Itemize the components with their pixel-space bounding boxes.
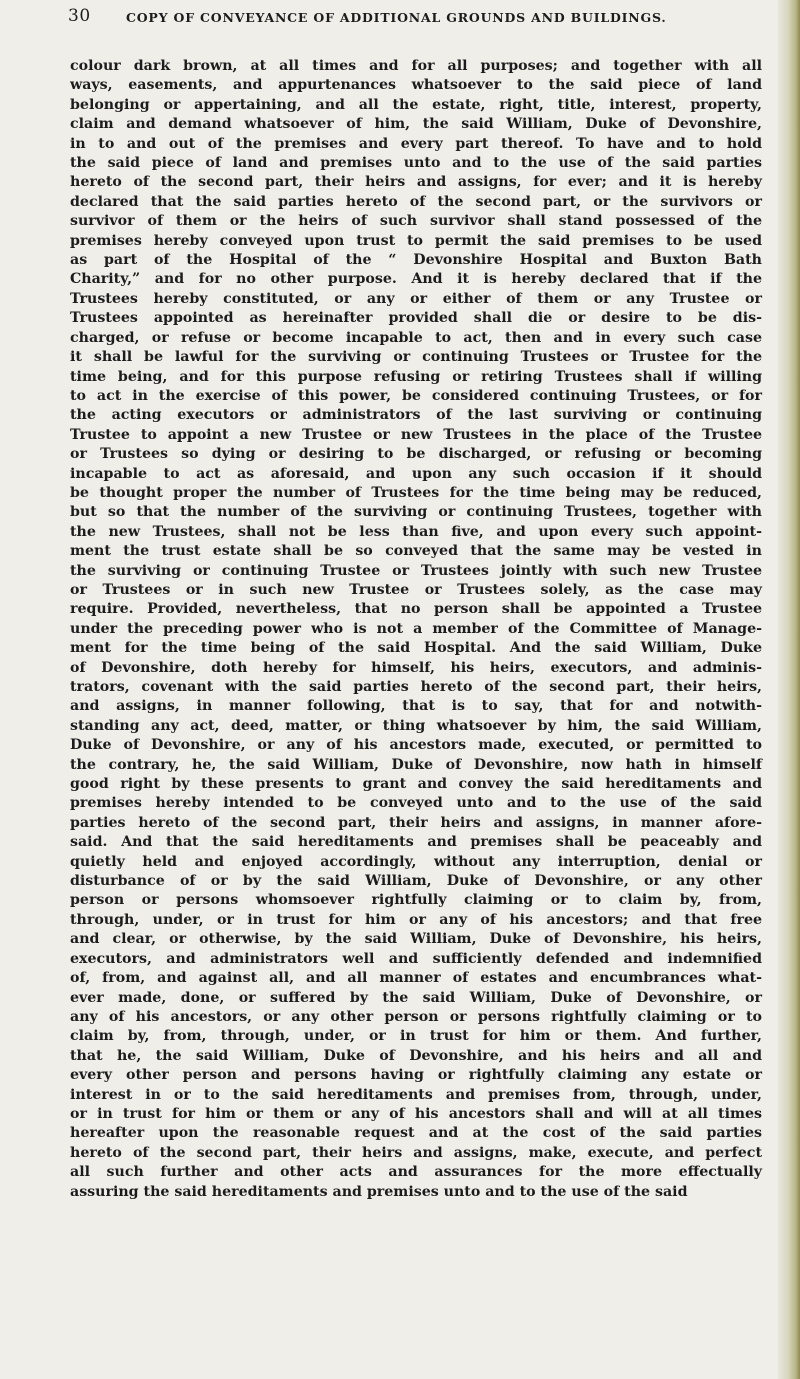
text-line: the said piece of land and premises unto and to the use of the said parties [70,155,762,172]
text-line: disturbance of or by the said William, Duke of Devonshire, or any other [70,873,762,890]
page-edge-shadow [778,0,800,1379]
text-line: good right by these presents to grant and convey the said hereditaments and [70,776,762,793]
text-line: said. And that the said hereditaments and premises shall be peaceably and [70,834,762,851]
text-line: to act in the exercise of this power, be considered continuing Trustees, or for [70,387,762,404]
text-line: charged, or refuse or become incapable to act, then and in every such case [70,329,762,346]
text-line: ways, easements, and appurtenances whatsoever to the said piece of land [70,77,762,94]
text-line: any of his ancestors, or any other person or persons rightfully claiming or to [70,1008,762,1025]
text-line: the contrary, he, the said William, Duke of Devonshire, now hath in himself [70,756,762,773]
text-line: time being, and for this purpose refusing or retiring Trustees shall if willing [70,368,762,385]
text-line: under the preceding power who is not a member of the Committee of Manage- [70,620,762,637]
text-line: ment for the time being of the said Hospital. And the said William, Duke [70,640,762,657]
text-line: ever made, done, or suffered by the said William, Duke of Devonshire, or [70,989,762,1006]
text-line: survivor of them or the heirs of such survivor shall stand possessed of the [70,213,762,230]
text-line: require. Provided, nevertheless, that no person shall be appointed a Trustee [70,601,762,618]
text-line: the new Trustees, shall not be less than five, and upon every such appoint- [70,523,762,540]
text-line: or in trust for him or them or any of his ancestors shall and will at all times [70,1105,762,1122]
text-line: claim and demand whatsoever of him, the said William, Duke of Devonshire, [70,116,762,133]
text-line: it shall be lawful for the surviving or continuing Trustees or Trustee for the [70,349,762,366]
text-line: belonging or appertaining, and all the estate, right, title, interest, property, [70,96,762,113]
text-line: the surviving or continuing Trustee or Trustees jointly with such new Trustee [70,562,762,579]
text-line: premises hereby intended to be conveyed unto and to the use of the said [70,795,762,812]
text-line: or Trustees so dying or desiring to be discharged, or refusing or becoming [70,446,762,463]
text-line: trators, covenant with the said parties hereto of the second part, their heirs, [70,679,762,695]
text-line: of, from, and against all, and all manner of estates and encumbrances what- [70,970,762,987]
text-line: quietly held and enjoyed accordingly, without any interruption, denial or [70,853,762,870]
text-line: through, under, or in trust for him or any of his ancestors; and that free [70,911,762,928]
text-line: parties hereto of the second part, their heirs and assigns, in manner afore- [70,814,762,831]
text-line: claim by, from, through, under, or in trust for him or them. And further, [70,1028,762,1045]
text-line: colour dark brown, at all times and for all purposes; and together with all [70,58,762,74]
text-line: but so that the number of the surviving or continuing Trustees, together with [70,504,762,521]
text-line: every other person and persons having or rightfully claiming any estate or [70,1067,762,1084]
text-line: of Devonshire, doth hereby for himself, his heirs, executors, and adminis- [70,659,762,676]
text-line: person or persons whomsoever rightfully claiming or to claim by, from, [70,892,762,909]
text-line: standing any act, deed, matter, or thing whatsoever by him, the said William, [70,717,762,734]
text-line: in to and out of the premises and every part thereof. To have and to hold [70,135,762,152]
running-head: COPY OF CONVEYANCE OF ADDITIONAL GROUNDS AND BUILDINGS. [126,10,667,25]
text-line: Duke of Devonshire, or any of his ancestors made, executed, or permitted to [70,737,762,754]
text-line: as part of the Hospital of the “ Devonshire Hospital and Buxton Bath [70,252,762,269]
page-number: 30 [68,6,91,26]
text-line: the acting executors or administrators of the last surviving or continuing [70,407,762,424]
text-line: Trustees hereby constituted, or any or either of them or any Trustee or [70,290,762,307]
text-line: ment the trust estate shall be so conveyed that the same may be vested in [70,543,762,560]
text-line: Trustees appointed as hereinafter provided shall die or desire to be dis- [70,310,762,327]
text-line: that he, the said William, Duke of Devonshire, and his heirs and all and [70,1047,762,1064]
text-line: be thought proper the number of Trustees for the time being may be reduced, [70,484,762,501]
text-line: all such further and other acts and assurances for the more effectually [70,1164,762,1181]
body-text [70,57,762,1202]
text-line: and assigns, in manner following, that is to say, that for and notwith- [70,698,762,715]
text-line: hereto of the second part, their heirs and assigns, for ever; and it is hereby [70,174,762,191]
text-line: declared that the said parties hereto of the second part, or the survivors or [70,193,762,210]
text-line: interest in or to the said hereditaments and premises from, through, under, [70,1086,762,1103]
text-line: hereto of the second part, their heirs and assigns, make, execute, and perfect [70,1144,762,1161]
text-line: executors, and administrators well and sufficiently defended and indemnified [70,950,762,967]
text-line: and clear, or otherwise, by the said William, Duke of Devonshire, his heirs, [70,931,762,948]
text-line: assuring the said hereditaments and premises unto and to the use of the said [70,1183,688,1200]
text-line: or Trustees or in such new Trustee or Trustees solely, as the case may [70,581,762,598]
text-line: Trustee to appoint a new Trustee or new Trustees in the place of the Trustee [70,426,762,443]
text-line: hereafter upon the reasonable request and at the cost of the said parties [70,1125,762,1142]
text-line: Charity,” and for no other purpose. And it is hereby declared that if the [70,271,762,288]
text-line: premises hereby conveyed upon trust to permit the said premises to be used [70,232,762,249]
text-line: incapable to act as aforesaid, and upon any such occasion if it should [70,465,762,482]
